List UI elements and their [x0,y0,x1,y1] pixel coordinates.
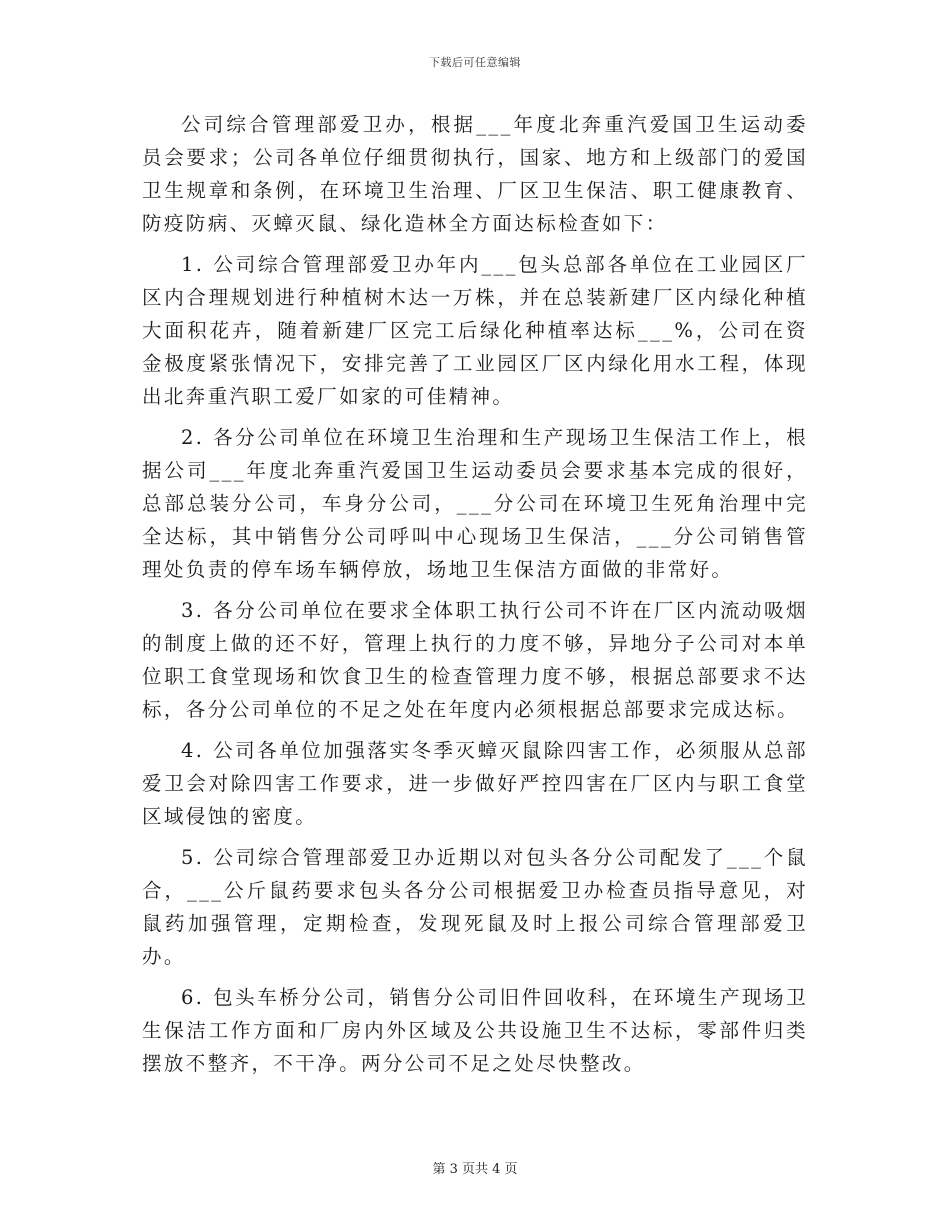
item-6-paragraph: 6. 包头车桥分公司，销售分公司旧件回收科，在环境生产现场卫生保洁工作方面和厂房内外区域及公共设施卫生不达标，零部件归类摆放不整齐，不干净。两分公司不足之处尽快整改。 [142,986,808,1075]
item-3-paragraph: 3. 各分公司单位在要求全体职工执行公司不许在厂区内流动吸烟的制度上做的还不好，管理上执行的力度不够，异地分子公司对本单位职工食堂现场和饮食卫生的检查管理力度不够，根据总部要求不达标，各分公司单位的不足之处在年度内必须根据总部要求完成达标。 [142,599,808,721]
item-2-paragraph: 2. 各分公司单位在环境卫生治理和生产现场卫生保洁工作上，根据公司___年度北奔重汽爱国卫生运动委员会要求基本完成的很好，总部总装分公司，车身分公司，___分公司在环境卫生死角治理中完全达标，其中销售分公司呼叫中心现场卫生保洁，___分公司销售管理处负责的停车场车辆停放，场地卫生保洁方面做的非常好。 [142,426,808,581]
page-footer: 第 3 页共 4 页 [432,1162,518,1177]
page-header: 下载后可任意编辑 [429,56,521,69]
item-4-paragraph: 4. 公司各单位加强落实冬季灭蟑灭鼠除四害工作，必须服从总部爱卫会对除四害工作要求，进一步做好严控四害在厂区内与职工食堂区域侵蚀的密度。 [142,739,808,828]
item-5-paragraph: 5. 公司综合管理部爱卫办近期以对包头各分公司配发了___个鼠合，___公斤鼠药要求包头各分公司根据爱卫办检查员指导意见，对鼠药加强管理，定期检查，发现死鼠及时上报公司综合管理部爱卫办。 [142,846,808,968]
intro-paragraph: 公司综合管理部爱卫办，根据___年度北奔重汽爱国卫生运动委员会要求；公司各单位仔细贯彻执行，国家、地方和上级部门的爱国卫生规章和条例，在环境卫生治理、厂区卫生保洁、职工健康教育、防疫防病、灭蟑灭鼠、绿化造林全方面达标检查如下： [142,113,808,235]
item-1-paragraph: 1. 公司综合管理部爱卫办年内___包头总部各单位在工业园区厂区内合理规划进行种植树木达一万株，并在总装新建厂区内绿化种植大面积花卉，随着新建厂区完工后绿化种植率达标___%，公司在资金极度紧张情况下，安排完善了工业园区厂区内绿化用水工程，体现出北奔重汽职工爱厂如家的可佳精神。 [142,253,808,408]
document-body [142,108,808,1088]
